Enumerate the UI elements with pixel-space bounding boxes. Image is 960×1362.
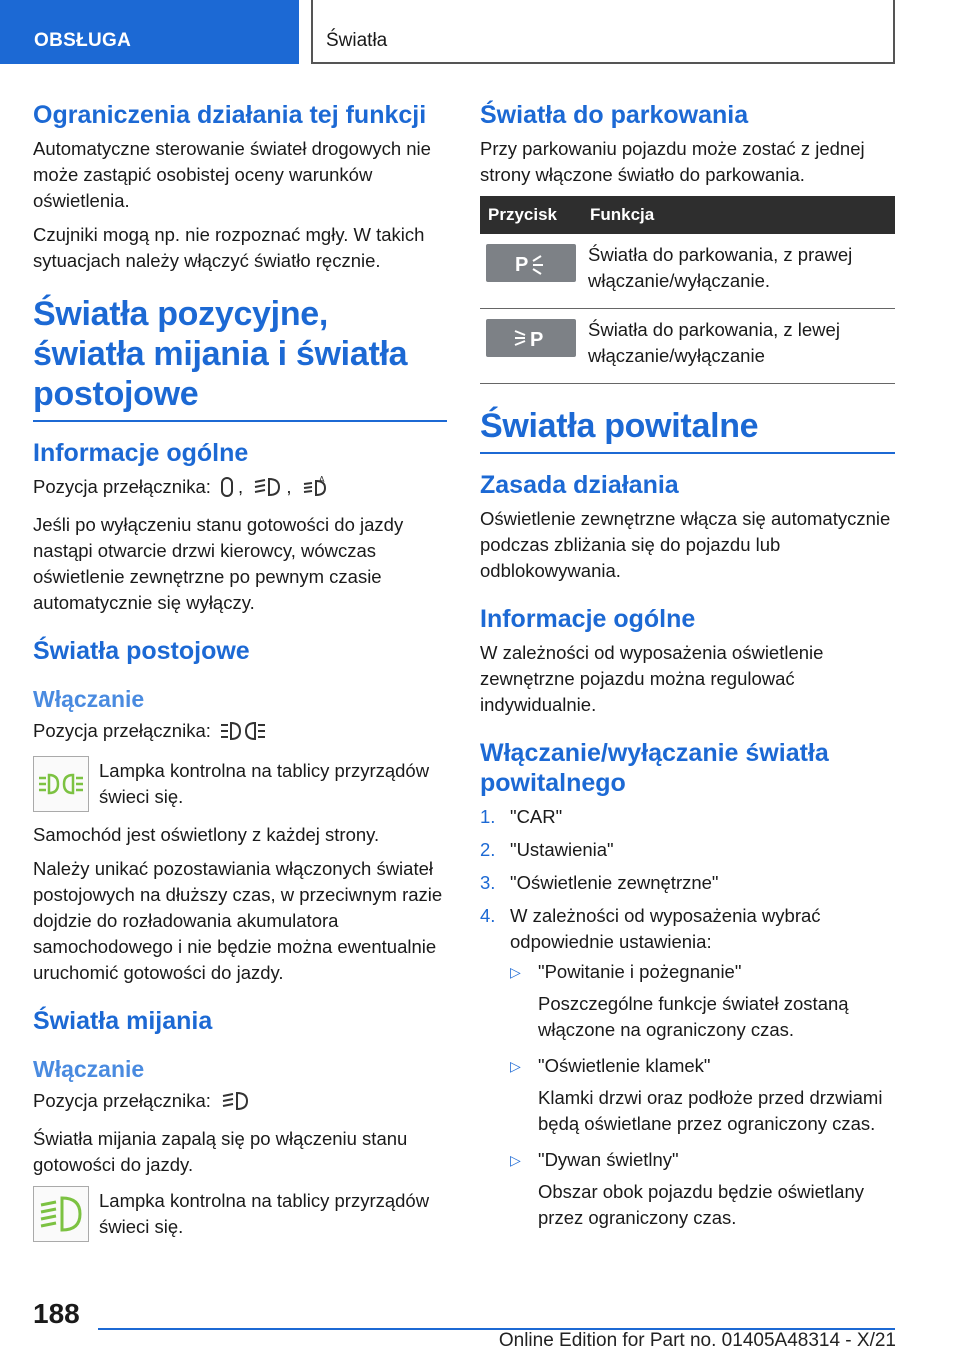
parking-paragraph-2: Należy unikać pozostawiania włączonych świateł postojowych na dłuższy czas, w przeciwnym razie dojdzie do rozładowania akumulatora samochodowego i nie będzie można ewentualnie uruchomić gotowości do jazdy. [33, 858, 443, 983]
button-function-table [480, 196, 895, 384]
toggle-heading: Włączanie/wyłączanie światła powitalnego [480, 739, 829, 797]
principle-heading: Zasada działania [480, 471, 679, 499]
col-header-button: Przycisk [480, 196, 582, 234]
parking-left-icon [511, 325, 551, 351]
bullet-triangle-icon: ▷ [510, 1152, 521, 1168]
general-switch-label: Pozycja przełącznika: [33, 476, 211, 497]
parking-switch-line [33, 718, 447, 748]
low-beam-indicator-icon [33, 1186, 89, 1242]
option-item: ▷ "Dywan świetlny" Obszar obok pojazdu będzie oświetlany przez ograniczony czas. [510, 1147, 895, 1237]
parking-indicator-icon [33, 756, 89, 812]
limit-heading: Ograniczenia działania tej funkcji [33, 101, 427, 129]
parking-paragraph-1: Samochód jest oświetlony z każdej strony. [33, 824, 380, 845]
parking-right-icon [511, 250, 551, 276]
parking-switch-label: Pozycja przełącznika: [33, 720, 211, 741]
main-section-heading: Światła pozycyjne, światła mijania i światła postojowe [33, 294, 447, 422]
bullet-triangle-icon: ▷ [510, 1058, 521, 1074]
list-item: 2. "Ustawienia" [480, 839, 614, 860]
steps-list [480, 804, 895, 1241]
list-item: 1. "CAR" [480, 806, 563, 827]
table-row [480, 234, 895, 309]
table-cell-function: Światła do parkowania, z lewej włączanie/wyłączanie [582, 309, 895, 384]
option-item: ▷ "Powitanie i pożegnanie" Poszczególne funkcje świateł zostaną włączone na ograniczony czas. [510, 959, 895, 1049]
welcome-general-paragraph: W zależności od wyposażenia oświetlenie zewnętrzne pojazdu można regulować indywidualnie. [480, 642, 824, 715]
parking-left-button[interactable] [486, 319, 576, 357]
low-beam-icon [252, 477, 282, 504]
parking-indicator-row [33, 756, 447, 812]
option-item: ▷ "Oświetlenie klamek" Klamki drzwi oraz podłoże przed drzwiami będą oświetlane przez ograniczony czas. [510, 1053, 895, 1143]
svg-text:A: A [318, 475, 325, 484]
page-number: 188 [33, 1298, 80, 1329]
section-tab: OBSŁUGA [0, 0, 299, 64]
limit-paragraph-1: Automatyczne sterowanie świateł drogowych nie może zastąpić osobistej oceny warunków oświetlenia. [33, 138, 431, 211]
limit-paragraph-2: Czujniki mogą np. nie rozpoznać mgły. W takich sytuacjach należy włączyć światło ręcznie. [33, 224, 425, 271]
parking-assist-heading: Światła do parkowania [480, 101, 749, 129]
low-beam-on-heading: Włączanie [33, 1056, 145, 1082]
principle-paragraph: Oświetlenie zewnętrzne włącza się automatycznie podczas zbliżania się do pojazdu lub odblokowywania. [480, 508, 891, 581]
welcome-general-heading: Informacje ogólne [480, 605, 696, 633]
lights-off-icon [220, 477, 234, 504]
parking-on-heading: Włączanie [33, 686, 145, 712]
welcome-lights-heading: Światła powitalne [480, 406, 895, 454]
col-header-function: Funkcja [582, 196, 895, 234]
left-column [33, 100, 447, 1252]
auto-lights-icon [301, 475, 331, 504]
chapter-title: Światła [312, 0, 895, 64]
low-beam-switch-label: Pozycja przełącznika: [33, 1090, 211, 1111]
low-beam-heading: Światła mijania [33, 1007, 213, 1035]
options-list [510, 959, 895, 1237]
table-row [480, 309, 895, 384]
low-beam-indicator-row [33, 1186, 447, 1242]
parking-lights-icon [220, 721, 266, 748]
list-item: 3. "Oświetlenie zewnętrzne" [480, 872, 719, 893]
parking-lights-heading: Światła postojowe [33, 637, 250, 665]
svg-text:P: P [530, 329, 544, 351]
bullet-triangle-icon: ▷ [510, 964, 521, 980]
parking-assist-paragraph: Przy parkowaniu pojazdu może zostać z jednej strony włączone światło do parkowania. [480, 138, 865, 185]
low-beam-paragraph: Światła mijania zapalą się po włączeniu stanu gotowości do jazdy. [33, 1128, 408, 1175]
right-column [480, 100, 895, 1248]
list-item: 4. W zależności od wyposażenia wybrać odpowiednie ustawienia: ▷ "Powitanie i pożegnanie" Poszczególne funkcje świateł zostaną włączone na ograniczony czas. ▷ "Oświetlenie klamek" Klamki drzwi oraz podłoże przed drzwiami będą oświetlane przez ograniczony czas. ▷ "Dywan świetlny" Obszar obok pojazdu będzie oświetlany przez ograniczony czas. [480, 903, 895, 1241]
low-beam-icon [220, 1091, 250, 1118]
general-switch-line: Pozycja przełącznika: , , A [33, 474, 447, 504]
parking-right-button[interactable] [486, 244, 576, 282]
general-paragraph: Jeśli po wyłączeniu stanu gotowości do jazdy nastąpi otwarcie drzwi kierowcy, wówczas oświetlenie zewnętrzne po pewnym czasie automatycznie się wyłączy. [33, 514, 404, 613]
parking-indicator-text: Lampka kontrolna na tablicy przyrządów świeci się. [99, 760, 430, 807]
svg-text:P: P [515, 254, 529, 276]
table-cell-function: Światła do parkowania, z prawej włączanie/wyłączanie. [582, 234, 895, 309]
general-info-heading: Informacje ogólne [33, 439, 249, 467]
footer-edition: Online Edition for Part no. 01405A48314 - X/21 [498, 1330, 896, 1351]
low-beam-switch-line [33, 1088, 447, 1118]
low-beam-indicator-text: Lampka kontrolna na tablicy przyrządów świeci się. [99, 1190, 430, 1237]
